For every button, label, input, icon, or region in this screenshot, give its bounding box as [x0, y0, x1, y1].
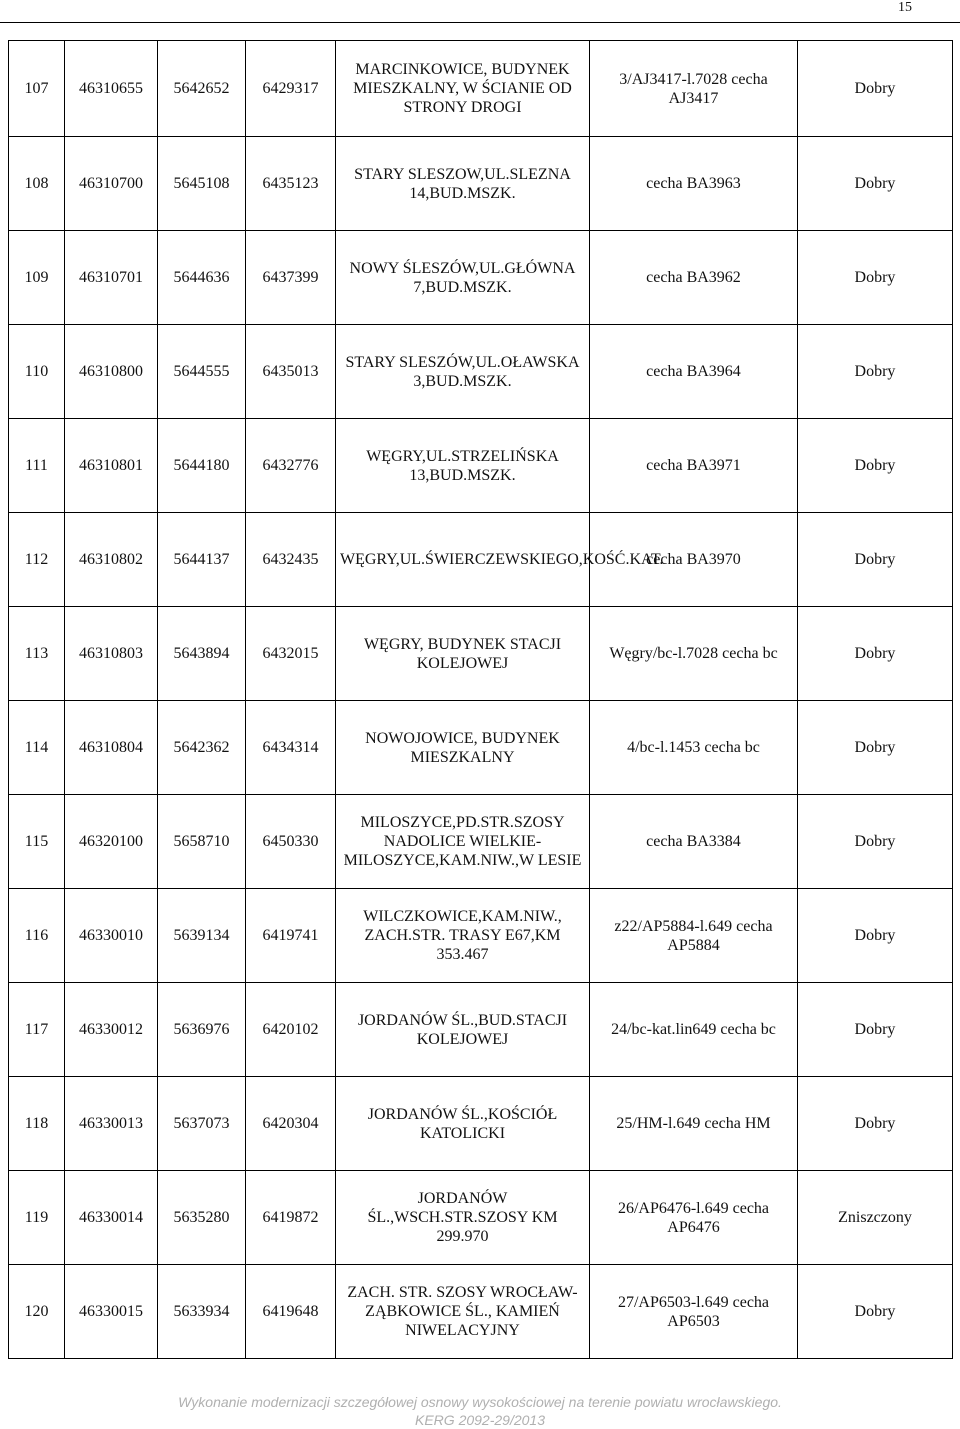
cell-coord-x: 5644137	[158, 513, 246, 607]
cell-location: WĘGRY,UL.STRZELIŃSKA 13,BUD.MSZK.	[336, 419, 590, 513]
table-row	[9, 41, 953, 137]
cell-lp: 108	[9, 137, 65, 231]
cell-mark: cecha BA3384	[590, 795, 798, 889]
table-row	[9, 231, 953, 325]
cell-location: STARY SLESZÓW,UL.OŁAWSKA 3,BUD.MSZK.	[336, 325, 590, 419]
cell-coord-y: 6432015	[246, 607, 336, 701]
table-row	[9, 1171, 953, 1265]
cell-coord-x: 5639134	[158, 889, 246, 983]
cell-point-number: 46330015	[65, 1265, 158, 1359]
cell-point-number: 46330014	[65, 1171, 158, 1265]
cell-lp: 113	[9, 607, 65, 701]
cell-point-number: 46310803	[65, 607, 158, 701]
cell-lp: 114	[9, 701, 65, 795]
table-row	[9, 795, 953, 889]
cell-coord-x: 5644180	[158, 419, 246, 513]
cell-condition: Dobry	[798, 1077, 953, 1171]
cell-mark: cecha BA3962	[590, 231, 798, 325]
table-row	[9, 325, 953, 419]
cell-coord-y: 6420304	[246, 1077, 336, 1171]
cell-lp: 120	[9, 1265, 65, 1359]
page-number: 15	[898, 0, 912, 15]
cell-lp: 119	[9, 1171, 65, 1265]
cell-location: JORDANÓW ŚL.,BUD.STACJI KOLEJOWEJ	[336, 983, 590, 1077]
cell-point-number: 46310801	[65, 419, 158, 513]
cell-coord-x: 5633934	[158, 1265, 246, 1359]
cell-coord-x: 5645108	[158, 137, 246, 231]
cell-condition: Zniszczony	[798, 1171, 953, 1265]
cell-mark: 27/AP6503-l.649 cecha AP6503	[590, 1265, 798, 1359]
cell-location: MARCINKOWICE, BUDYNEK MIESZKALNY, W ŚCIANIE OD STRONY DROGI	[336, 41, 590, 137]
cell-condition: Dobry	[798, 419, 953, 513]
cell-condition: Dobry	[798, 231, 953, 325]
cell-condition: Dobry	[798, 41, 953, 137]
cell-location: WILCZKOWICE,KAM.NIW., ZACH.STR. TRASY E67,KM 353.467	[336, 889, 590, 983]
cell-condition: Dobry	[798, 889, 953, 983]
cell-location: MILOSZYCE,PD.STR.SZOSY NADOLICE WIELKIE-MILOSZYCE,KAM.NIW.,W LESIE	[336, 795, 590, 889]
cell-point-number: 46330010	[65, 889, 158, 983]
cell-mark: 25/HM-l.649 cecha HM	[590, 1077, 798, 1171]
cell-coord-x: 5637073	[158, 1077, 246, 1171]
cell-coord-y: 6419872	[246, 1171, 336, 1265]
cell-point-number: 46310804	[65, 701, 158, 795]
cell-point-number: 46330012	[65, 983, 158, 1077]
cell-coord-y: 6432776	[246, 419, 336, 513]
cell-condition: Dobry	[798, 983, 953, 1077]
cell-lp: 109	[9, 231, 65, 325]
cell-mark: 24/bc-kat.lin649 cecha bc	[590, 983, 798, 1077]
header-rule	[0, 22, 960, 23]
table-row	[9, 983, 953, 1077]
benchmark-table	[8, 40, 953, 1359]
cell-mark: cecha BA3971	[590, 419, 798, 513]
cell-mark: cecha BA3970	[590, 513, 798, 607]
cell-condition: Dobry	[798, 137, 953, 231]
cell-lp: 118	[9, 1077, 65, 1171]
table-row	[9, 889, 953, 983]
cell-lp: 110	[9, 325, 65, 419]
cell-location: JORDANÓW ŚL.,WSCH.STR.SZOSY KM 299.970	[336, 1171, 590, 1265]
cell-coord-x: 5644636	[158, 231, 246, 325]
cell-mark: 3/AJ3417-l.7028 cecha AJ3417	[590, 41, 798, 137]
cell-condition: Dobry	[798, 795, 953, 889]
table-row	[9, 137, 953, 231]
cell-mark: cecha BA3964	[590, 325, 798, 419]
cell-condition: Dobry	[798, 325, 953, 419]
cell-location: NOWOJOWICE, BUDYNEK MIESZKALNY	[336, 701, 590, 795]
cell-point-number: 46310800	[65, 325, 158, 419]
cell-coord-y: 6420102	[246, 983, 336, 1077]
cell-condition: Dobry	[798, 607, 953, 701]
cell-coord-x: 5642362	[158, 701, 246, 795]
table-row	[9, 701, 953, 795]
cell-coord-y: 6419648	[246, 1265, 336, 1359]
table-row	[9, 419, 953, 513]
cell-condition: Dobry	[798, 1265, 953, 1359]
table-row	[9, 1077, 953, 1171]
cell-lp: 117	[9, 983, 65, 1077]
cell-lp: 112	[9, 513, 65, 607]
cell-location: WĘGRY,UL.ŚWIERCZEWSKIEGO,KOŚĆ.KAT.	[336, 513, 590, 607]
cell-point-number: 46330013	[65, 1077, 158, 1171]
cell-lp: 107	[9, 41, 65, 137]
cell-coord-y: 6450330	[246, 795, 336, 889]
cell-point-number: 46310802	[65, 513, 158, 607]
cell-coord-y: 6419741	[246, 889, 336, 983]
cell-coord-y: 6435123	[246, 137, 336, 231]
cell-point-number: 46310700	[65, 137, 158, 231]
cell-coord-y: 6429317	[246, 41, 336, 137]
cell-mark: cecha BA3963	[590, 137, 798, 231]
cell-mark: 26/AP6476-l.649 cecha AP6476	[590, 1171, 798, 1265]
cell-point-number: 46310655	[65, 41, 158, 137]
cell-coord-y: 6434314	[246, 701, 336, 795]
cell-point-number: 46320100	[65, 795, 158, 889]
table-row	[9, 607, 953, 701]
cell-location: ZACH. STR. SZOSY WROCŁAW-ZĄBKOWICE ŚL., KAMIEŃ NIWELACYJNY	[336, 1265, 590, 1359]
cell-condition: Dobry	[798, 701, 953, 795]
cell-mark: z22/AP5884-l.649 cecha AP5884	[590, 889, 798, 983]
cell-coord-x: 5658710	[158, 795, 246, 889]
footer-project-line: Wykonanie modernizacji szczegółowej osnowy wysokościowej na terenie powiatu wrocławskiego.	[178, 1394, 782, 1410]
table-row	[9, 1265, 953, 1359]
cell-condition: Dobry	[798, 513, 953, 607]
cell-mark: Węgry/bc-l.7028 cecha bc	[590, 607, 798, 701]
cell-coord-y: 6432435	[246, 513, 336, 607]
cell-coord-x: 5636976	[158, 983, 246, 1077]
cell-location: JORDANÓW ŚL.,KOŚCIÓŁ KATOLICKI	[336, 1077, 590, 1171]
footer	[0, 1393, 960, 1429]
cell-coord-y: 6435013	[246, 325, 336, 419]
cell-coord-x: 5644555	[158, 325, 246, 419]
cell-location: WĘGRY, BUDYNEK STACJI KOLEJOWEJ	[336, 607, 590, 701]
table-row	[9, 513, 953, 607]
cell-coord-x: 5643894	[158, 607, 246, 701]
cell-location: NOWY ŚLESZÓW,UL.GŁÓWNA 7,BUD.MSZK.	[336, 231, 590, 325]
cell-lp: 111	[9, 419, 65, 513]
cell-coord-y: 6437399	[246, 231, 336, 325]
cell-coord-x: 5642652	[158, 41, 246, 137]
cell-location: STARY SLESZOW,UL.SLEZNA 14,BUD.MSZK.	[336, 137, 590, 231]
cell-lp: 116	[9, 889, 65, 983]
cell-lp: 115	[9, 795, 65, 889]
cell-coord-x: 5635280	[158, 1171, 246, 1265]
cell-mark: 4/bc-l.1453 cecha bc	[590, 701, 798, 795]
table-body	[9, 41, 953, 1359]
cell-point-number: 46310701	[65, 231, 158, 325]
footer-contract-line: KERG 2092-29/2013	[415, 1412, 545, 1428]
